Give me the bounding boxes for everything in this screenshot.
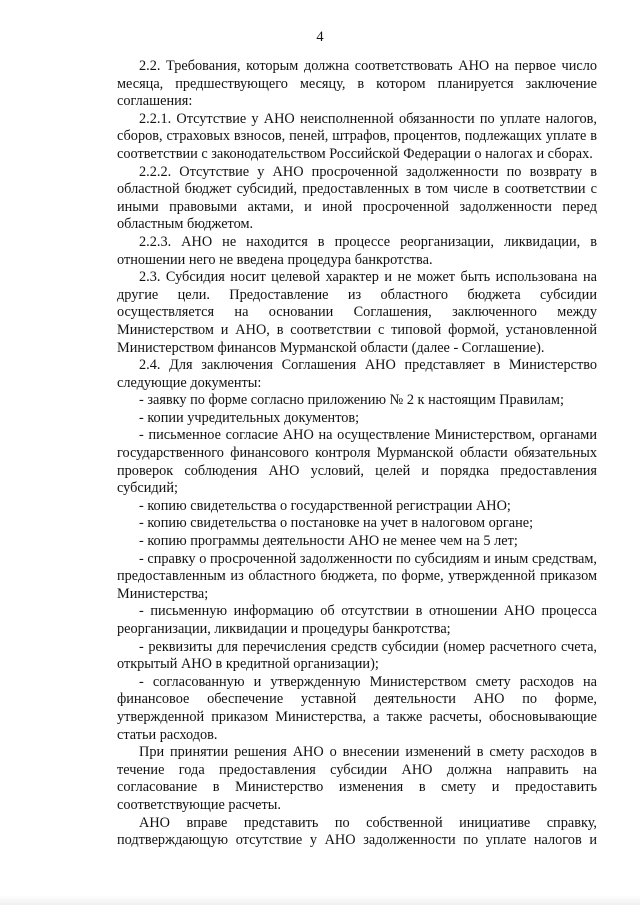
list-item-expense-estimate: - согласованную и утвержденную Министерством смету расходов на финансовое обеспечение уставной деятельности АНО по форме, утвержденной приказом Министерства, а также расчеты, обосновывающие статьи расходов. — [117, 673, 597, 743]
paragraph-2-2-1: 2.2.1. Отсутствие у АНО неисполненной обязанности по уплате налогов, сборов, страховых взносов, пеней, штрафов, процентов, подлежащих уплате в соответствии с законодательством Российской Федерации о налогах и сборах. — [117, 110, 597, 162]
page-number: 4 — [316, 29, 324, 45]
list-item-application: - заявку по форме согласно приложению № 2 к настоящим Правилам; — [139, 392, 564, 409]
paragraph-2-4: 2.4. Для заключения Соглашения АНО представляет в Министерство следующие документы: — [117, 357, 597, 391]
list-item-bank-details: - реквизиты для перечисления средств субсидии (номер расчетного счета, открытый АНО в кредитной организации); — [117, 638, 597, 673]
document-body — [117, 58, 597, 850]
paragraph-2-2-3: 2.2.3. АНО не находится в процессе реорганизации, ликвидации, в отношении него не введена процедура банкротства. — [117, 233, 597, 268]
paragraph-estimate-changes: При принятии решения АНО о внесении изменений в смету расходов в течение года предоставления субсидии АНО должна направить на согласование в Министерство изменения в смету и предоставить соответствующие расчеты. — [117, 744, 597, 813]
list-item-tax-registration: - копию свидетельства о постановке на учет в налоговом органе; — [139, 515, 534, 532]
list-item-written-consent: - письменное согласие АНО на осуществление Министерством, органами государственного финансового контроля Мурманской области обязательных проверок соблюдения АНО условий, целей и порядка предоставления субсидий; — [117, 427, 597, 497]
scan-edge-shadow — [0, 895, 640, 905]
list-item-no-bankruptcy-info: - письменную информацию об отсутствии в отношении АНО процесса реорганизации, ликвидации и процедуры банкротства; — [117, 603, 597, 637]
paragraph-2-2-2: 2.2.2. Отсутствие у АНО просроченной задолженности по возврату в областной бюджет субсидий, предоставленных в том числе в соответствии с иными правовыми актами, и иной просроченной задолженности перед областным бюджетом. — [117, 163, 597, 233]
paragraph-2-3: 2.3. Субсидия носит целевой характер и не может быть использована на другие цели. Предоставление из областного бюджета субсидии осуществляется на основании Соглашения, заключенного между Министерством и АНО, в соответствии с типовой формой, установленной Министерством финансов Мурманской области (далее - Соглашение). — [117, 269, 597, 356]
paragraph-2-2: 2.2. Требования, которым должна соответствовать АНО на первое число месяца, предшествующего месяцу, в котором планируется заключение соглашения: — [117, 58, 597, 110]
list-item-founding-docs: - копии учредительных документов; — [139, 409, 360, 426]
list-item-registration-certificate: - копию свидетельства о государственной регистрации АНО; — [139, 497, 511, 514]
paragraph-voluntary-certificate: АНО вправе представить по собственной инициативе справку, подтверждающую отсутствие у АНО задолженности по уплате налогов и — [117, 814, 597, 849]
list-item-debt-certificate: - справку о просроченной задолженности по субсидиям и иным средствам, предоставленным из областного бюджета, по форме, утвержденной приказом Министерства; — [117, 550, 597, 602]
list-item-activity-program: - копию программы деятельности АНО не менее чем на 5 лет; — [139, 533, 518, 550]
